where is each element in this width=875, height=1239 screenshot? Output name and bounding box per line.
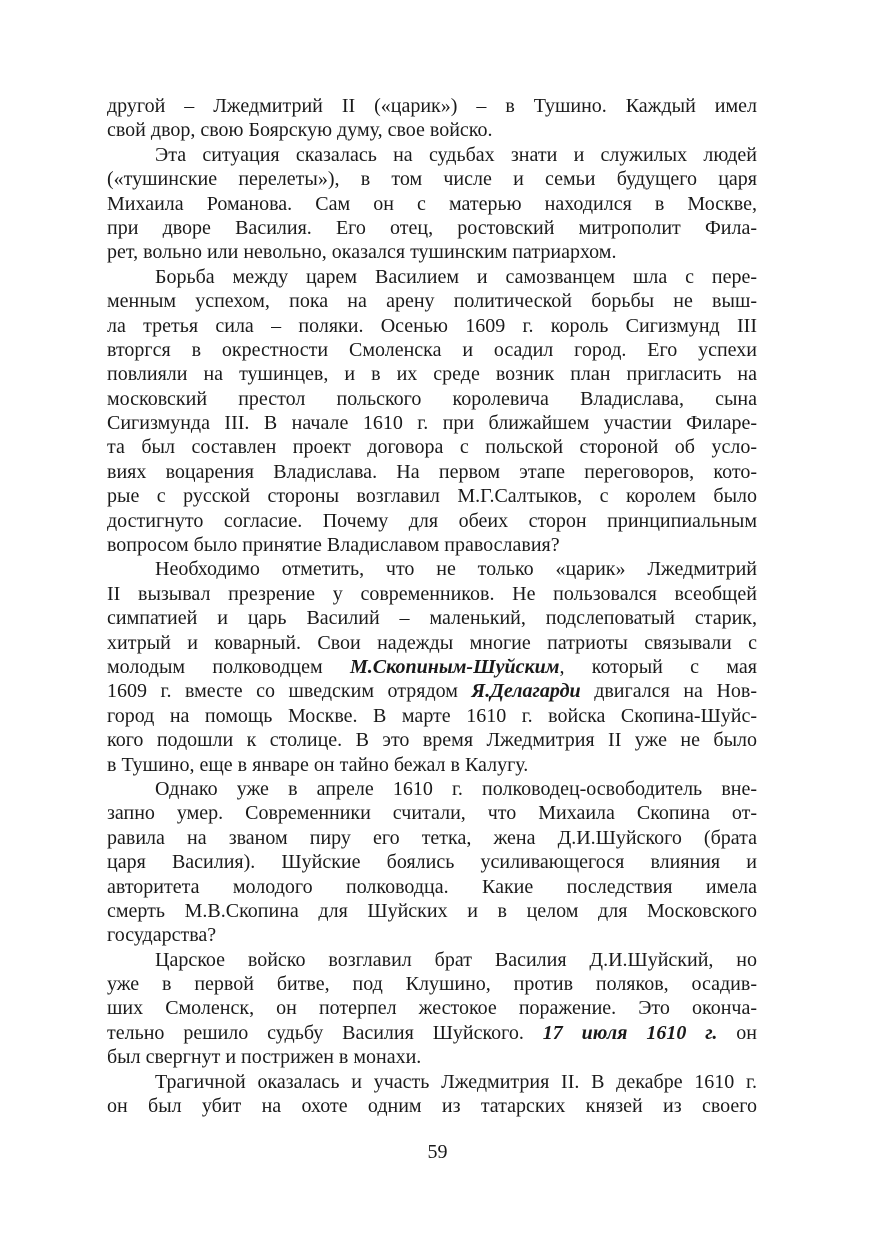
text-line: в Тушино, еще в январе он тайно бежал в Калугу. (107, 753, 529, 776)
text-line: царя Василия). Шуйские боялись усиливающегося влияния и (107, 851, 757, 874)
text-line: свой двор, свою Боярскую думу, свое войско. (107, 119, 493, 142)
text-line: равила на званом пиру его тетка, жена Д.И.Шуйского (брата (107, 826, 757, 849)
text-line: симпатией и царь Василий – маленький, подслеповатый старик, (107, 607, 757, 630)
text-line: повлияли на тушинцев, и в их среде возник план пригласить на (107, 363, 757, 386)
text-line: Михаила Романова. Сам он с матерью находился в Москве, (107, 192, 757, 215)
text-segment: он (717, 1021, 757, 1044)
text-line: авторитета молодого полководца. Какие последствия имела (107, 875, 757, 898)
text-line (107, 679, 757, 703)
text-segment: молодым полководцем (107, 655, 350, 678)
text-line: Сигизмунда III. В начале 1610 г. при ближайшем участии Филаре- (107, 412, 757, 435)
text-segment: тельно решило судьбу Василия Шуйского. (107, 1021, 543, 1044)
text-line: виях воцарения Владислава. На первом этапе переговоров, кото- (107, 460, 757, 483)
text-line: при дворе Василия. Его отец, ростовский митрополит Фила- (107, 216, 757, 239)
page-number: 59 (427, 1141, 448, 1163)
emphasized-text: 17 июля 1610 г. (542, 1021, 718, 1044)
text-line: государства? (107, 924, 217, 947)
text-line (107, 1021, 757, 1045)
text-line: та был составлен проект договора с польской стороной об усло- (107, 436, 757, 459)
text-line: вопросом было принятие Владиславом православия? (107, 534, 560, 557)
page-body (107, 94, 757, 1118)
text-line: Однако уже в апреле 1610 г. полководец-освободитель вне- (155, 777, 757, 800)
text-line: достигнуто согласие. Почему для обеих сторон принципиальным (107, 509, 757, 532)
text-segment: , который с мая (559, 655, 757, 678)
text-line: Царское войско возглавил брат Василия Д.И.Шуйский, но (155, 948, 757, 971)
text-line: Эта ситуация сказалась на судьбах знати и служилых людей (155, 143, 757, 166)
text-line: II вызывал презрение у современников. Не пользовался всеобщей (107, 582, 757, 605)
text-line: Трагичной оказалась и участь Лжедмитрия II. В декабре 1610 г. (155, 1070, 757, 1093)
text-line: смерть М.В.Скопина для Шуйских и в целом для Московского (107, 899, 757, 922)
text-line: он был убит на охоте одним из татарских князей из своего (107, 1095, 757, 1118)
text-line: вторгся в окрестности Смоленска и осадил город. Его успехи (107, 338, 757, 361)
text-line (107, 655, 757, 679)
text-line: другой – Лжедмитрий II («царик») – в Тушино. Каждый имел (107, 95, 757, 117)
text-line: московский престол польского королевича Владислава, сына (107, 387, 757, 410)
text-line: Необходимо отметить, что не только «царик» Лжедмитрий (155, 558, 757, 581)
text-line: («тушинские перелеты»), в том числе и семьи будущего царя (107, 168, 757, 191)
text-line: Борьба между царем Василием и самозванцем шла с пере- (155, 265, 757, 288)
text-line: ла третья сила – поляки. Осенью 1609 г. король Сигизмунд III (107, 314, 757, 337)
text-line: менным успехом, пока на арену политической борьбы не выш- (107, 290, 757, 313)
text-line: город на помощь Москве. В марте 1610 г. войска Скопина-Шуйс- (107, 704, 757, 727)
text-segment: 1609 г. вместе со шведским отрядом (107, 680, 472, 703)
text-segment: двигался на Нов- (580, 680, 757, 703)
text-line: кого подошли к столице. В это время Лжедмитрия II уже не было (107, 729, 757, 752)
emphasized-text: М.Скопиным-Шуйским (350, 655, 560, 678)
text-line: ших Смоленск, он потерпел жестокое поражение. Это оконча- (107, 997, 757, 1020)
text-line: запно умер. Современники считали, что Михаила Скопина от- (107, 802, 757, 825)
text-line: рые с русской стороны возглавил М.Г.Салтыков, с королем было (107, 485, 757, 508)
emphasized-text: Я.Делагарди (471, 680, 581, 703)
text-line: уже в первой битве, под Клушино, против поляков, осадив- (107, 973, 757, 996)
text-line: рет, вольно или невольно, оказался тушинским патриархом. (107, 241, 617, 264)
text-line: хитрый и коварный. Свои надежды многие патриоты связывали с (107, 631, 757, 654)
text-line: был свергнут и пострижен в монахи. (107, 1046, 422, 1069)
